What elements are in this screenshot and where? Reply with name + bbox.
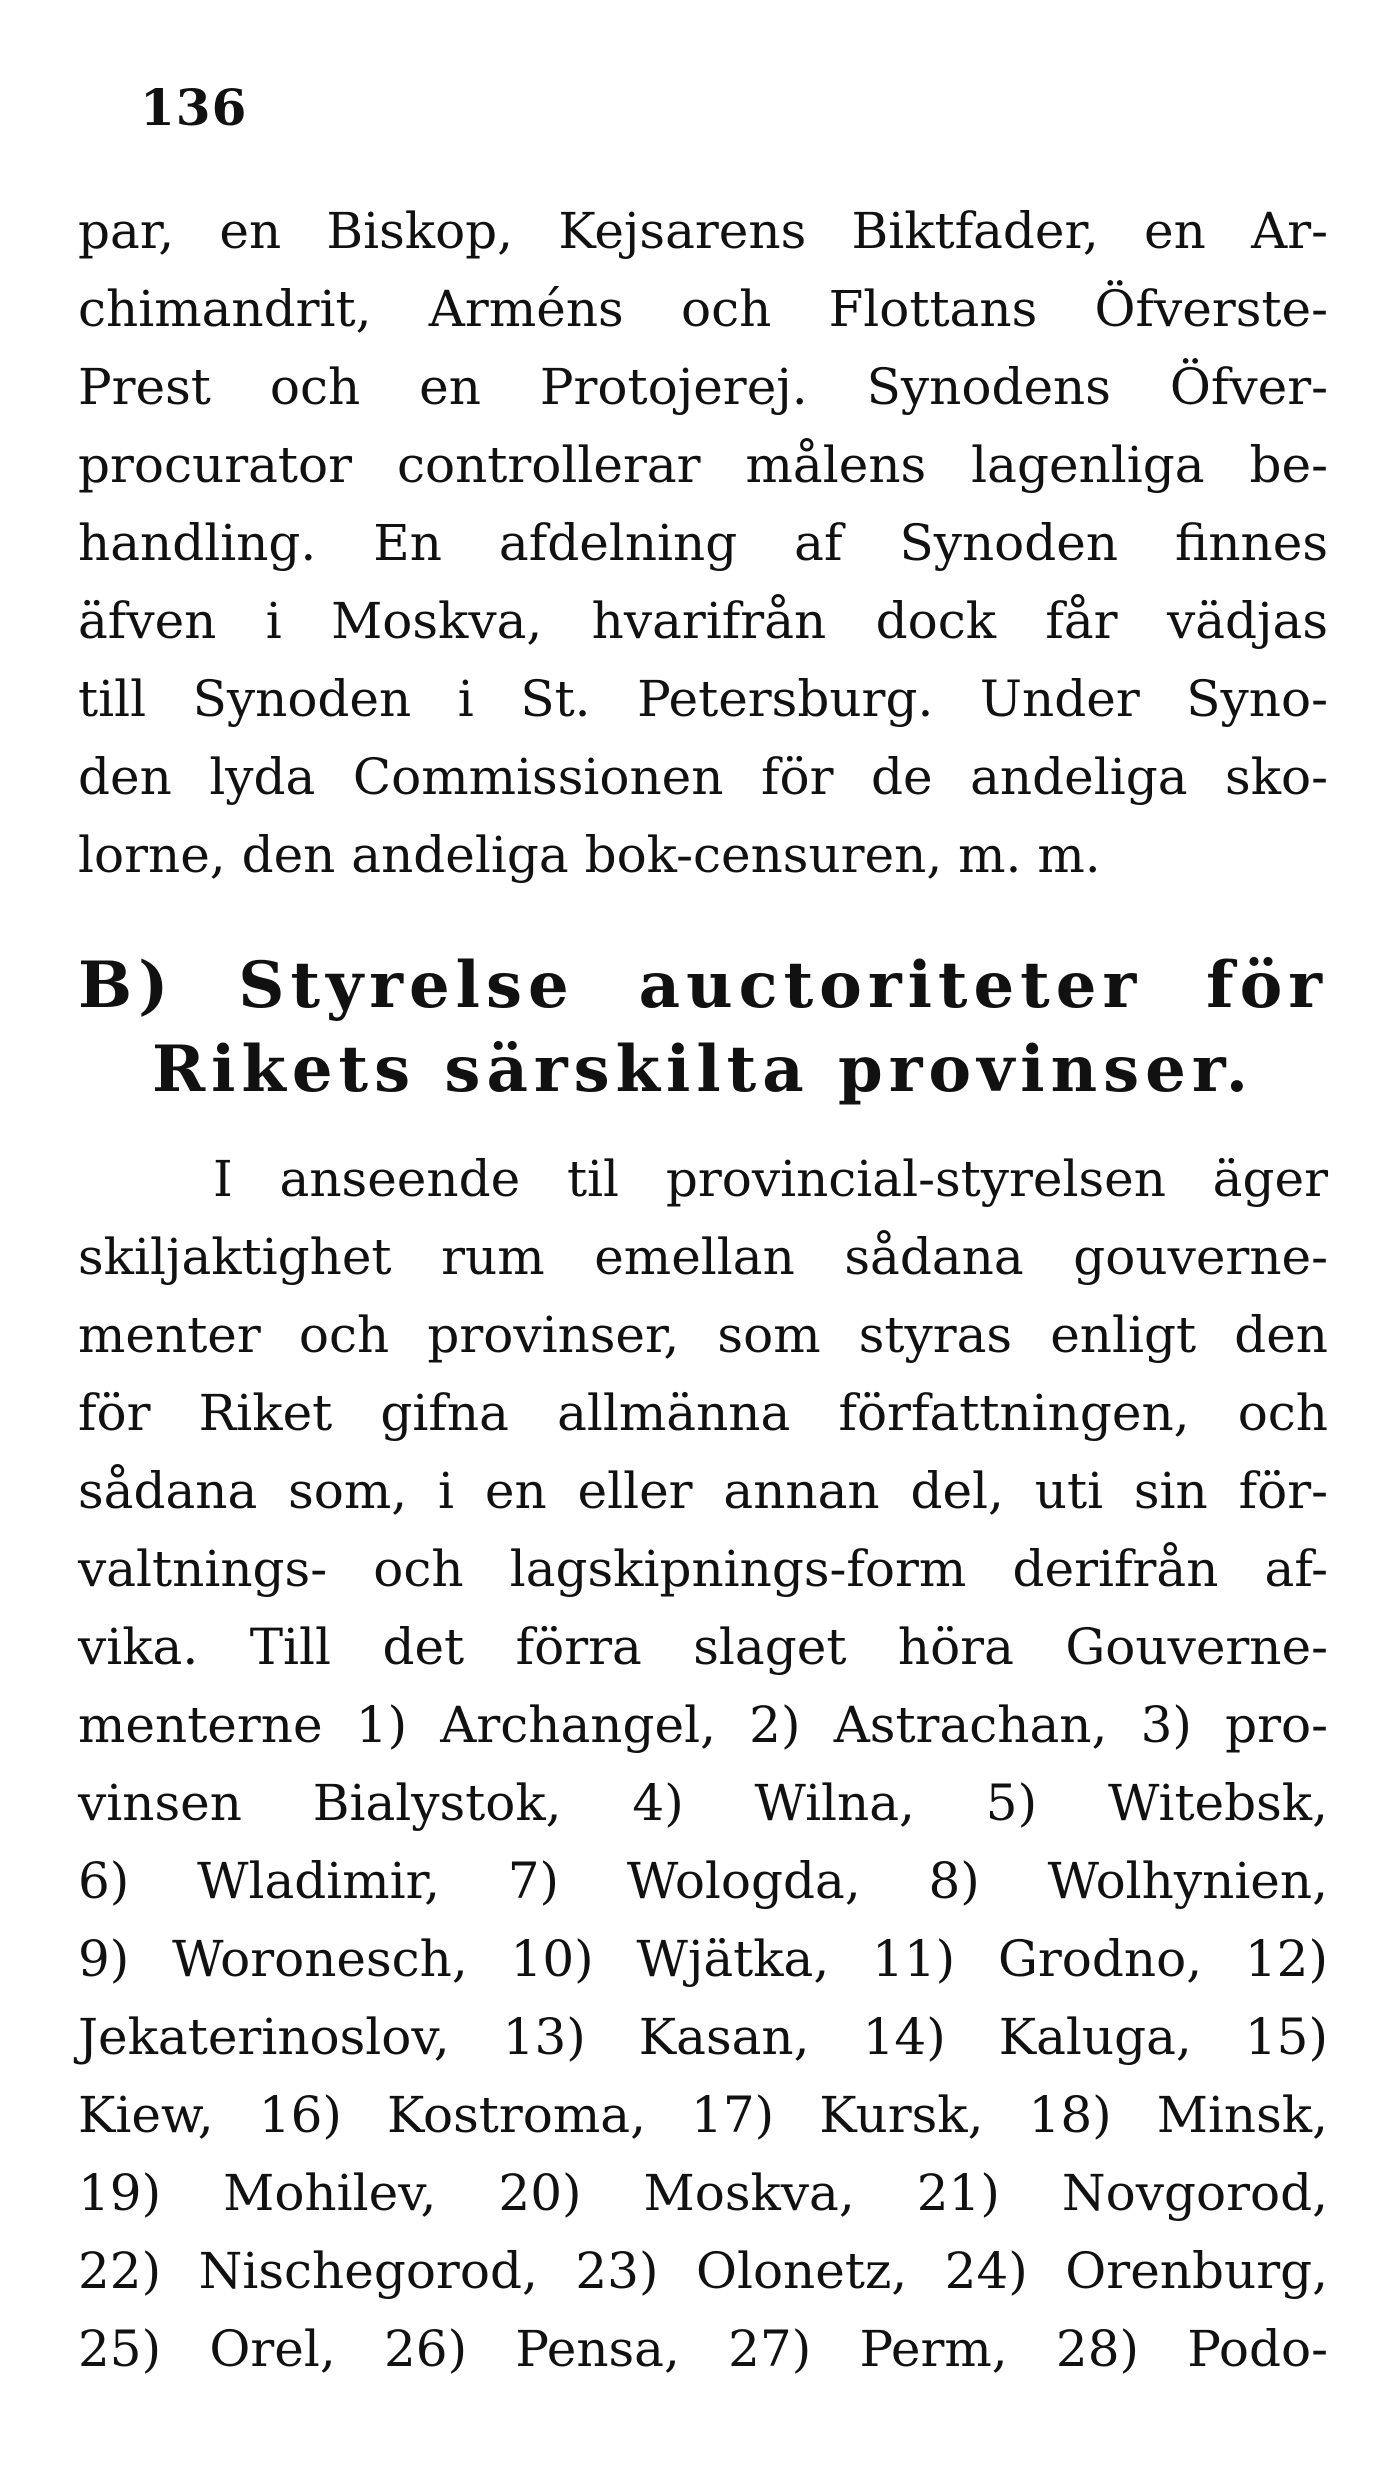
text-line: valtnings- och lagskipnings-form derifrån af-: [78, 1540, 1328, 1598]
text-line: chimandrit, Arméns och Flottans Öfverste-: [78, 280, 1328, 338]
section-heading: [78, 944, 1328, 1112]
text-line: 9) Woronesch, 10) Wjätka, 11) Grodno, 12): [78, 1930, 1328, 1988]
text-line: vinsen Bialystok, 4) Wilna, 5) Witebsk,: [78, 1774, 1328, 1832]
text-line: vika. Till det förra slaget höra Gouverne-: [78, 1618, 1328, 1676]
page-number: 136: [140, 78, 248, 137]
text-line: menterne 1) Archangel, 2) Astrachan, 3) pro-: [78, 1696, 1328, 1754]
text-line: 6) Wladimir, 7) Wologda, 8) Wolhynien,: [78, 1852, 1328, 1910]
text-line: för Riket gifna allmänna författningen, och: [78, 1384, 1328, 1442]
text-line: Prest och en Protojerej. Synodens Öfver-: [78, 358, 1328, 416]
text-line: I anseende til provincial-styrelsen äger: [213, 1150, 1328, 1208]
text-line: skiljaktighet rum emellan sådana gouverne-: [78, 1228, 1328, 1286]
paragraph-synod: [78, 192, 1328, 894]
text-line: 22) Nischegorod, 23) Olonetz, 24) Orenburg,: [78, 2242, 1328, 2300]
text-line: procurator controllerar målens lagenliga be-: [78, 436, 1328, 494]
text-line: menter och provinser, som styras enligt den: [78, 1306, 1328, 1364]
text-line: Kiew, 16) Kostroma, 17) Kursk, 18) Minsk,: [78, 2086, 1328, 2144]
text-line: den lyda Commissionen för de andeliga sko-: [78, 748, 1328, 806]
text-line: handling. En afdelning af Synoden finnes: [78, 514, 1328, 572]
text-line: Jekaterinoslov, 13) Kasan, 14) Kaluga, 15): [78, 2008, 1328, 2066]
text-line: par, en Biskop, Kejsarens Biktfader, en Ar-: [78, 202, 1328, 260]
text-line: äfven i Moskva, hvarifrån dock får vädjas: [78, 592, 1328, 650]
paragraph-provinces: [78, 1140, 1328, 2388]
section-heading-line-2: Rikets särskilta provinser.: [151, 1032, 1255, 1107]
text-line: 19) Mohilev, 20) Moskva, 21) Novgorod,: [78, 2164, 1328, 2222]
section-heading-line-1: B) Styrelse auctoriteter för: [78, 948, 1328, 1023]
text-line: 25) Orel, 26) Pensa, 27) Perm, 28) Podo-: [78, 2320, 1328, 2378]
text-line: lorne, den andeliga bok-censuren, m. m.: [78, 826, 1101, 884]
text-line: till Synoden i St. Petersburg. Under Syno-: [78, 670, 1328, 728]
text-line: sådana som, i en eller annan del, uti sin för-: [78, 1462, 1328, 1520]
